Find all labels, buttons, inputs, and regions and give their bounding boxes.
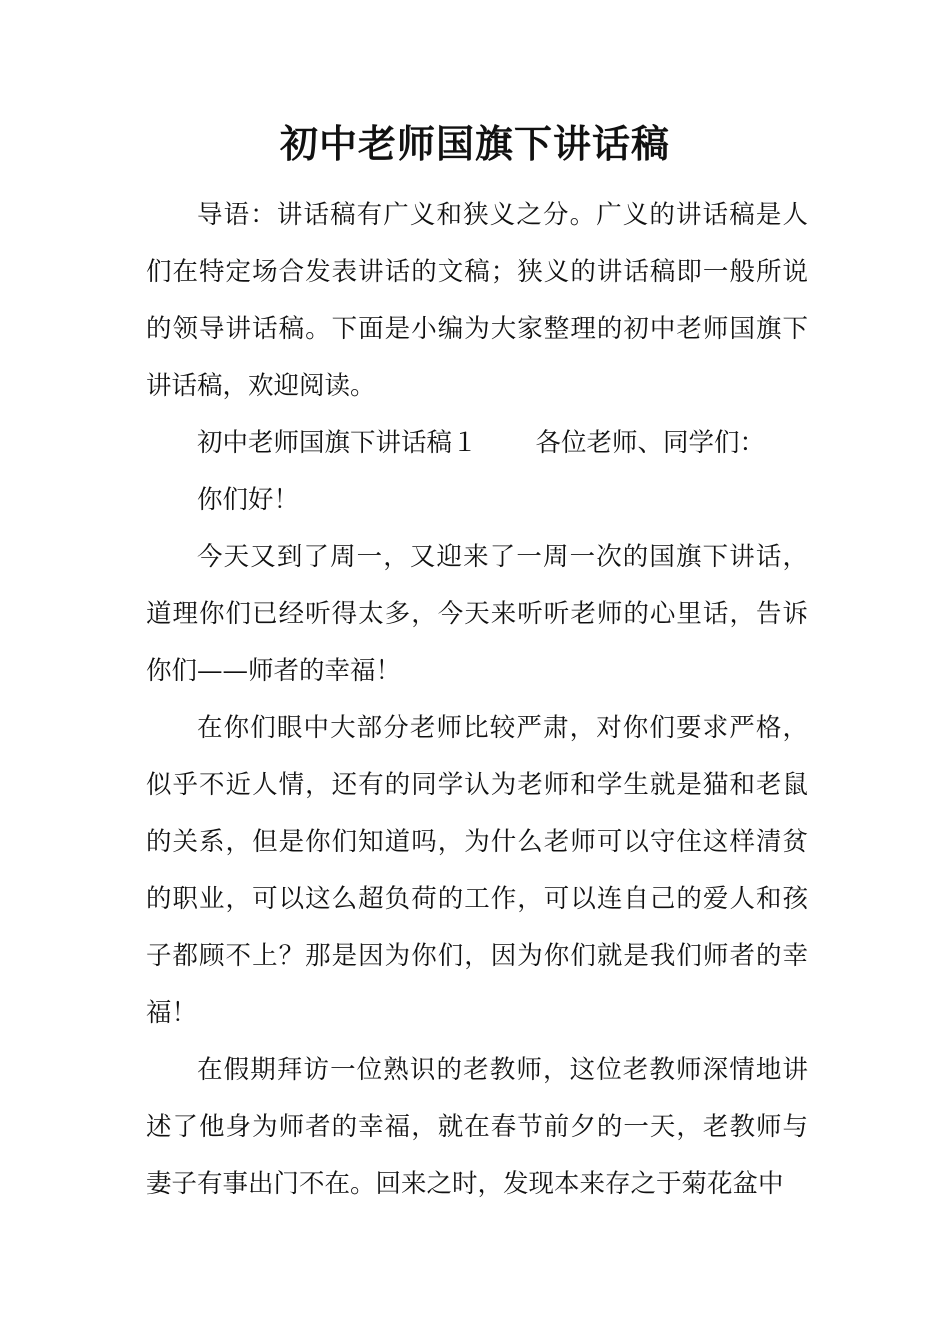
document-body bbox=[146, 187, 808, 1213]
intro-paragraph: 导语：讲话稿有广义和狭义之分。广义的讲话稿是人们在特定场合发表讲话的文稿；狭义的讲话稿即一般所说的领导讲话稿。下面是小编为大家整理的初中老师国旗下讲话稿，欢迎阅读。 bbox=[146, 200, 808, 401]
body-paragraph-1: 今天又到了周一，又迎来了一周一次的国旗下讲话，道理你们已经听得太多，今天来听听老师的心里话，告诉你们——师者的幸福！ bbox=[146, 542, 808, 686]
salutation: 各位老师、同学们： bbox=[535, 428, 766, 458]
section-heading: 初中老师国旗下讲话稿１ bbox=[197, 428, 478, 458]
body-paragraph-3: 在假期拜访一位熟识的老教师，这位老教师深情地讲述了他身为师者的幸福，就在春节前夕的一天，老教师与妻子有事出门不在。回来之时，发现本来存之于菊花盆中 bbox=[146, 1055, 808, 1199]
section-heading-line bbox=[146, 415, 808, 472]
greeting: 你们好！ bbox=[197, 485, 300, 515]
document-title: 初中老师国旗下讲话稿 bbox=[279, 121, 670, 166]
body-paragraph-2: 在你们眼中大部分老师比较严肃，对你们要求严格，似乎不近人情，还有的同学认为老师和学生就是猫和老鼠的关系，但是你们知道吗，为什么老师可以守住这样清贫的职业，可以这么超负荷的工作，可以连自己的爱人和孩子都顾不上？那是因为你们，因为你们就是我们师者的幸福！ bbox=[146, 713, 808, 1028]
